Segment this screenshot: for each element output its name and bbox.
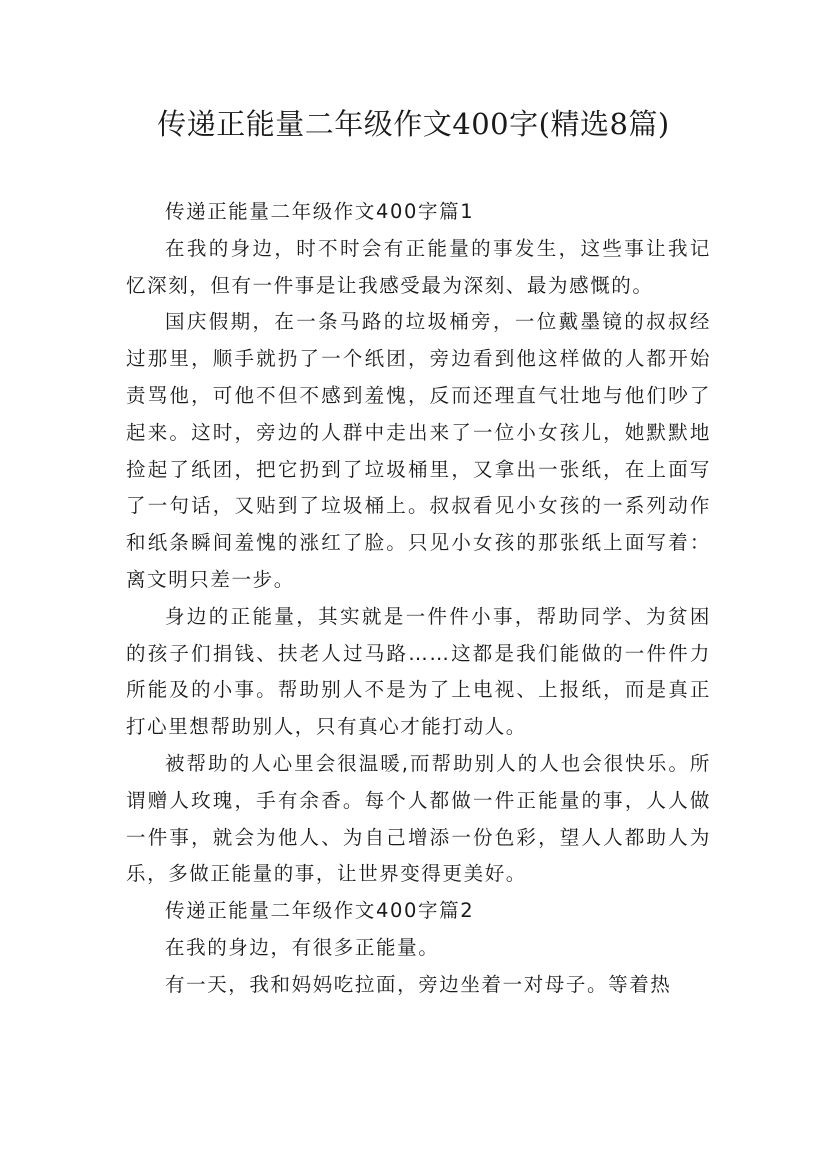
document-title: 传递正能量二年级作文400字(精选8篇) xyxy=(157,107,670,141)
paragraph: 被帮助的人心里会很温暖,而帮助别人的人也会很快乐。所谓赠人玫瑰，手有余香。每个人都做一件正能量的事，人人做一件事，就会为他人、为自己增添一份色彩，望人人都助人为乐，多做正能量的事，让世界变得更美好。 xyxy=(126,751,711,886)
section-heading-1: 传递正能量二年级作文400字篇1 xyxy=(165,200,475,223)
document-body xyxy=(126,194,711,1004)
paragraph: 在我的身边，有很多正能量。 xyxy=(165,935,440,959)
paragraph: 身边的正能量，其实就是一件件小事，帮助同学、为贫困的孩子们捐钱、扶老人过马路……这都是我们能做的一件件力所能及的小事。帮助别人不是为了上电视、上报纸，而是真正打心里想帮助别人，只有真心才能打动人。 xyxy=(126,604,711,739)
paragraph: 国庆假期，在一条马路的垃圾桶旁，一位戴墨镜的叔叔经过那里，顺手就扔了一个纸团，旁边看到他这样做的人都开始责骂他，可他不但不感到羞愧，反而还理直气壮地与他们吵了起来。这时，旁边的人群中走出来了一位小女孩儿，她默默地捡起了纸团，把它扔到了垃圾桶里，又拿出一张纸，在上面写了一句话，又贴到了垃圾桶上。叔叔看见小女孩的一系列动作和纸条瞬间羞愧的涨红了脸。只见小女孩的那张纸上面写着：离文明只差一步。 xyxy=(126,310,711,591)
paragraph: 有一天，我和妈妈吃拉面，旁边坐着一对母子。等着热 xyxy=(165,972,672,996)
section-heading-2: 传递正能量二年级作文400字篇2 xyxy=(165,899,475,923)
paragraph: 在我的身边，时不时会有正能量的事发生，这些事让我记忆深刻，但有一件事是让我感受最为深刻、最为感慨的。 xyxy=(126,236,711,297)
